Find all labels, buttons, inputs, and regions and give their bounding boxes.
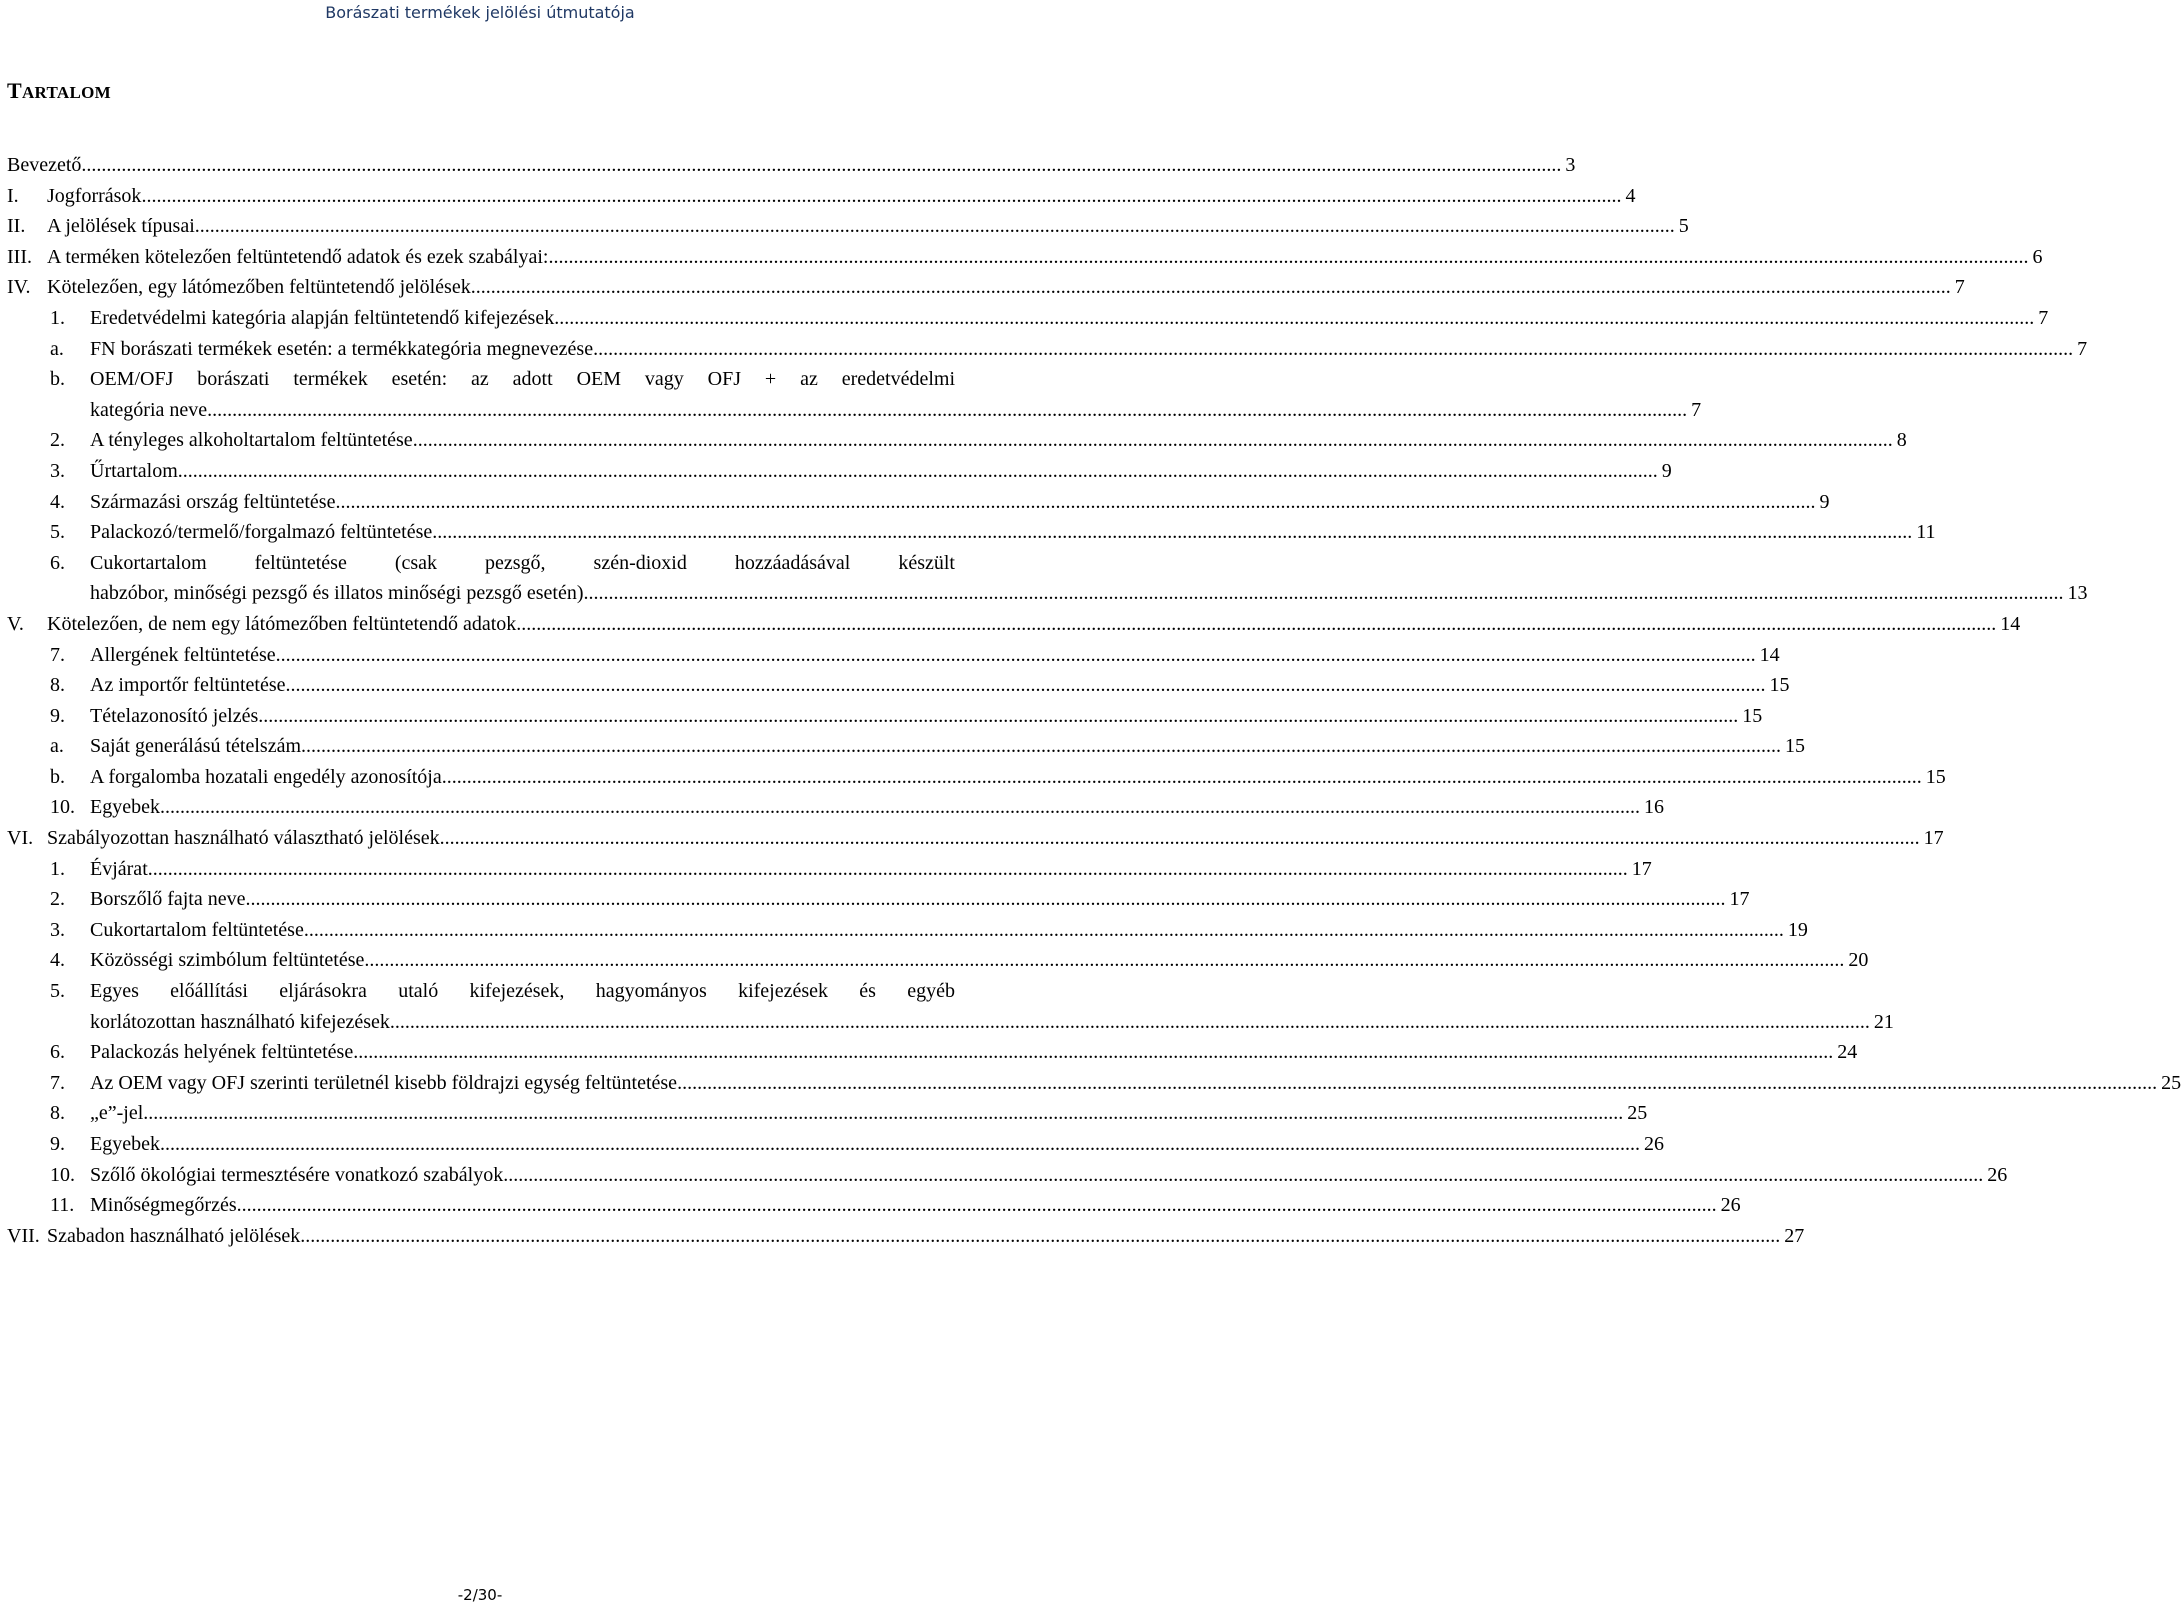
toc-entry-number: VI.	[7, 827, 34, 850]
toc-entry-number: V.	[7, 612, 24, 635]
toc-entry-cukortartalom[interactable]	[7, 915, 1808, 946]
toc-entry-page: 9	[1661, 459, 1672, 482]
toc-entry-number: 6.	[50, 551, 65, 574]
dot-leader	[195, 211, 1675, 242]
toc-entry-title-line2: habzóbor, minőségi pezsgő és illatos minőségi pezsgő esetén)	[90, 582, 584, 605]
toc-entry-number: 11.	[50, 1194, 75, 1217]
toc-entry-title: Az OEM vagy OFJ szerinti területnél kisebb földrajzi egység feltüntetése	[90, 1071, 678, 1094]
toc-entry-page: 26	[1987, 1163, 2008, 1186]
toc-entry-number: 3.	[50, 918, 65, 941]
toc-entry-number: 8.	[50, 674, 65, 697]
toc-entry-title: Az importőr feltüntetése	[90, 674, 286, 697]
toc-entry-e-jel[interactable]	[7, 1098, 1648, 1129]
dot-leader	[148, 854, 1628, 885]
dot-leader	[364, 945, 1844, 976]
toc-entry-importor[interactable]	[7, 670, 1790, 701]
toc-entry-egyebek-1[interactable]	[7, 792, 1664, 823]
dot-leader	[432, 517, 1912, 548]
running-header: Borászati termékek jelölési útmutatója	[325, 3, 635, 22]
toc-entry-fn-termekek[interactable]	[7, 334, 2088, 365]
toc-entry-number: I.	[7, 184, 19, 207]
toc-entry-number: 10.	[50, 1163, 75, 1186]
toc-entry-page: 17	[1729, 888, 1750, 911]
toc-entry-page: 24	[1837, 1041, 1858, 1064]
toc-entry-number: 2.	[50, 429, 65, 452]
toc-entry-title-line2: korlátozottan használható kifejezések	[90, 1010, 390, 1033]
toc-entry-foldrajzi-egyseg[interactable]	[7, 1068, 2181, 1099]
toc-entry-title: Cukortartalom feltüntetése	[90, 918, 304, 941]
toc-entry-tetelszam[interactable]	[7, 731, 1806, 762]
toc-entry-page: 15	[1785, 735, 1806, 758]
toc-entry-page: 15	[1742, 704, 1763, 727]
toc-entry-title: Kötelezően, de nem egy látómezőben feltüntetendő adatok	[47, 612, 517, 635]
toc-entry-title: Kötelezően, egy látómezőben feltüntetendő jelölések	[47, 276, 471, 299]
dot-leader	[442, 762, 1922, 793]
toc-entry-page: 15	[1769, 674, 1790, 697]
toc-entry-title-line2: kategória neve	[90, 398, 208, 421]
toc-entry-number: b.	[50, 368, 65, 391]
dot-leader	[516, 609, 1996, 640]
toc-entry-title-line1: OEM/OFJ borászati termékek esetén: az adott OEM vagy OFJ + az eredetvédelmi	[90, 368, 955, 391]
dot-leader	[237, 1190, 1717, 1221]
dot-leader	[258, 701, 1738, 732]
dot-leader	[81, 150, 1561, 181]
toc-entry-palackozas-helye[interactable]	[7, 1037, 1858, 1068]
toc-entry-title: Minőségmegőrzés	[90, 1194, 237, 1217]
toc-entry-page: 4	[1625, 184, 1636, 207]
toc-entry-kotelezo-adatok[interactable]	[7, 242, 2043, 273]
toc-entry-jogforrasok[interactable]	[7, 181, 1636, 212]
toc-entry-eloallitasi-eljarasok[interactable]	[7, 976, 1894, 1037]
toc-entry-number: 8.	[50, 1102, 65, 1125]
toc-entry-evjarat[interactable]	[7, 854, 1652, 885]
toc-title-rest: ARTALOM	[21, 83, 112, 102]
toc-entry-number: 4.	[50, 490, 65, 513]
toc-entry-page: 20	[1848, 949, 1869, 972]
toc-entry-tetelazonosito[interactable]	[7, 701, 1763, 732]
toc-entry-page: 21	[1873, 1010, 1894, 1033]
toc-entry-page: 5	[1678, 215, 1689, 238]
toc-entry-number: 7.	[50, 643, 65, 666]
toc-entry-number: 5.	[50, 980, 65, 1003]
toc-entry-title: Évjárat	[90, 857, 148, 880]
dot-leader	[353, 1037, 1833, 1068]
toc-entry-title: Szabadon használható jelölések	[47, 1224, 301, 1247]
toc-entry-title: A jelölések típusai	[47, 215, 195, 238]
toc-entry-bevezeto[interactable]	[7, 150, 1576, 181]
toc-entry-title: Borszőlő fajta neve	[90, 888, 246, 911]
toc-entry-szarmazasi-orszag[interactable]	[7, 487, 1830, 518]
toc-entry-page: 17	[1923, 827, 1944, 850]
toc-entry-title: Közösségi szimbólum feltüntetése	[90, 949, 365, 972]
toc-entry-number: 7.	[50, 1071, 65, 1094]
dot-leader	[548, 242, 2028, 273]
toc-entry-number: 9.	[50, 704, 65, 727]
toc-entry-title: Tételazonosító jelzés	[90, 704, 259, 727]
dot-leader	[178, 456, 1658, 487]
dot-leader	[286, 670, 1766, 701]
toc-entry-page: 7	[1954, 276, 1965, 299]
toc-entry-number: IV.	[7, 276, 31, 299]
dot-leader	[554, 303, 2034, 334]
dot-leader	[141, 181, 1621, 212]
dot-leader	[300, 1221, 1780, 1252]
dot-leader	[335, 487, 1815, 518]
toc-entry-number: VII.	[7, 1224, 40, 1247]
toc-entry-number: 6.	[50, 1041, 65, 1064]
toc-entry-title: Allergének feltüntetése	[90, 643, 276, 666]
toc-entry-number: 3.	[50, 459, 65, 482]
dot-leader	[160, 1129, 1640, 1160]
toc-entry-jelolesek-tipusai[interactable]	[7, 211, 1689, 242]
toc-entry-palackozo[interactable]	[7, 517, 1936, 548]
toc-entry-title: Egyebek	[90, 1133, 160, 1155]
dot-leader	[143, 1098, 1623, 1129]
toc-entry-forgalomba-hozatali[interactable]	[7, 762, 1946, 793]
toc-entry-title: Egyebek	[90, 796, 160, 819]
toc-entry-title: Szabályozottan használható választható jelölések	[47, 827, 440, 850]
toc-entry-number: 5.	[50, 521, 65, 544]
toc-entry-page: 11	[1916, 521, 1936, 544]
toc-entry-page: 9	[1819, 490, 1830, 513]
toc-entry-number: 4.	[50, 949, 65, 972]
toc-entry-page: 14	[1759, 643, 1780, 666]
dot-leader	[677, 1068, 2157, 1099]
toc-entry-title: A terméken kötelezően feltüntetendő adatok és ezek szabályai:	[47, 245, 549, 268]
toc-entry-page: 7	[2077, 337, 2088, 360]
toc-entry-page: 14	[2000, 612, 2021, 635]
toc-entry-title: Bevezető	[7, 154, 82, 176]
toc-entry-page: 6	[2032, 245, 2043, 268]
toc-entry-egy-latomezo[interactable]	[7, 272, 1965, 303]
toc-entry-title: Saját generálású tételszám	[90, 735, 302, 758]
toc-entry-number: 1.	[50, 306, 65, 329]
toc-entry-number: II.	[7, 215, 26, 238]
dot-leader	[440, 823, 1920, 854]
toc-entry-borszolo-fajta[interactable]	[7, 884, 1750, 915]
toc-entry-number: III.	[7, 245, 32, 268]
toc-entry-title: Űrtartalom	[90, 459, 178, 482]
dot-leader	[593, 334, 2073, 365]
toc-entry-number: a.	[50, 735, 64, 758]
toc-entry-egyebek-2[interactable]	[7, 1129, 1664, 1160]
toc-title-initial: T	[7, 78, 22, 103]
toc-entry-number: 10.	[50, 796, 75, 819]
toc-entry-number: a.	[50, 337, 64, 360]
toc-entry-minosegmegorzes[interactable]	[7, 1190, 1741, 1221]
toc-title	[7, 78, 111, 106]
toc-entry-page: 16	[1643, 796, 1664, 819]
toc-entry-page: 7	[1691, 398, 1702, 421]
toc-entry-title: Eredetvédelmi kategória alapján feltüntetendő kifejezések	[90, 306, 555, 329]
dot-leader	[160, 792, 1640, 823]
dot-leader	[301, 731, 1781, 762]
toc-entry-number: 9.	[50, 1133, 65, 1155]
toc-entry-page: 25	[1627, 1102, 1648, 1125]
dot-leader	[471, 272, 1951, 303]
toc-entry-eredetvedelmi[interactable]	[7, 303, 2049, 334]
toc-entry-number: 1.	[50, 857, 65, 880]
toc-entry-szabalyozottan[interactable]	[7, 823, 1944, 854]
toc-entry-cukortartalom-pezsgo[interactable]	[7, 548, 2088, 609]
toc-entry-title: FN borászati termékek esetén: a termékkategória megnevezése	[90, 337, 594, 360]
toc-entry-title: A tényleges alkoholtartalom feltüntetése	[90, 429, 413, 452]
toc-entry-oem-ofj[interactable]	[7, 364, 1702, 425]
toc-entry-page: 25	[2161, 1071, 2181, 1094]
dot-leader	[304, 915, 1784, 946]
toc-entry-page: 8	[1896, 429, 1907, 452]
toc-entry-number: 2.	[50, 888, 65, 911]
toc-entry-title: „e”-jel	[90, 1102, 144, 1125]
toc-entry-page: 13	[2067, 582, 2088, 605]
dot-leader	[207, 395, 1687, 426]
dot-leader	[584, 578, 2064, 609]
dot-leader	[390, 1007, 1870, 1038]
dot-leader	[246, 884, 1726, 915]
toc-entry-title: Jogforrások	[47, 184, 142, 207]
toc-entry-nem-egy-latomezo[interactable]	[7, 609, 2021, 640]
dot-leader	[503, 1160, 1983, 1191]
toc-entry-title-line1: Egyes előállítási eljárásokra utaló kifejezések, hagyományos kifejezések és egyéb	[90, 980, 955, 1003]
toc-entry-allergenek[interactable]	[7, 640, 1780, 671]
toc-entry-page: 26	[1643, 1133, 1664, 1155]
toc-entry-szabadon[interactable]	[7, 1221, 1805, 1252]
toc-entry-title: Palackozás helyének feltüntetése	[90, 1041, 354, 1064]
toc-entry-page: 17	[1631, 857, 1652, 880]
toc-entry-alkoholtartalom[interactable]	[7, 425, 1907, 456]
toc-entry-title-line1: Cukortartalom feltüntetése (csak pezsgő, szén-dioxid hozzáadásával készült	[90, 551, 955, 574]
table-of-contents	[7, 150, 2181, 1251]
dot-leader	[276, 640, 1756, 671]
toc-entry-urtartalom[interactable]	[7, 456, 1672, 487]
toc-entry-page: 26	[1720, 1194, 1741, 1217]
toc-entry-page: 7	[2038, 306, 2049, 329]
toc-entry-title: Származási ország feltüntetése	[90, 490, 336, 513]
toc-entry-kozossegi-szimbolum[interactable]	[7, 945, 1869, 976]
toc-entry-title: Palackozó/termelő/forgalmazó feltüntetése	[90, 521, 433, 544]
toc-entry-number: b.	[50, 765, 65, 788]
toc-entry-page: 15	[1925, 765, 1946, 788]
toc-entry-okologiai-termesztes[interactable]	[7, 1160, 2008, 1191]
dot-leader	[413, 425, 1893, 456]
toc-entry-page: 19	[1787, 918, 1808, 941]
toc-entry-title: A forgalomba hozatali engedély azonosítója	[90, 765, 442, 788]
page-number-footer: -2/30-	[457, 1586, 503, 1604]
toc-entry-page: 3	[1565, 154, 1576, 176]
toc-entry-title: Szőlő ökológiai termesztésére vonatkozó szabályok	[90, 1163, 504, 1186]
toc-entry-page: 27	[1784, 1224, 1805, 1247]
